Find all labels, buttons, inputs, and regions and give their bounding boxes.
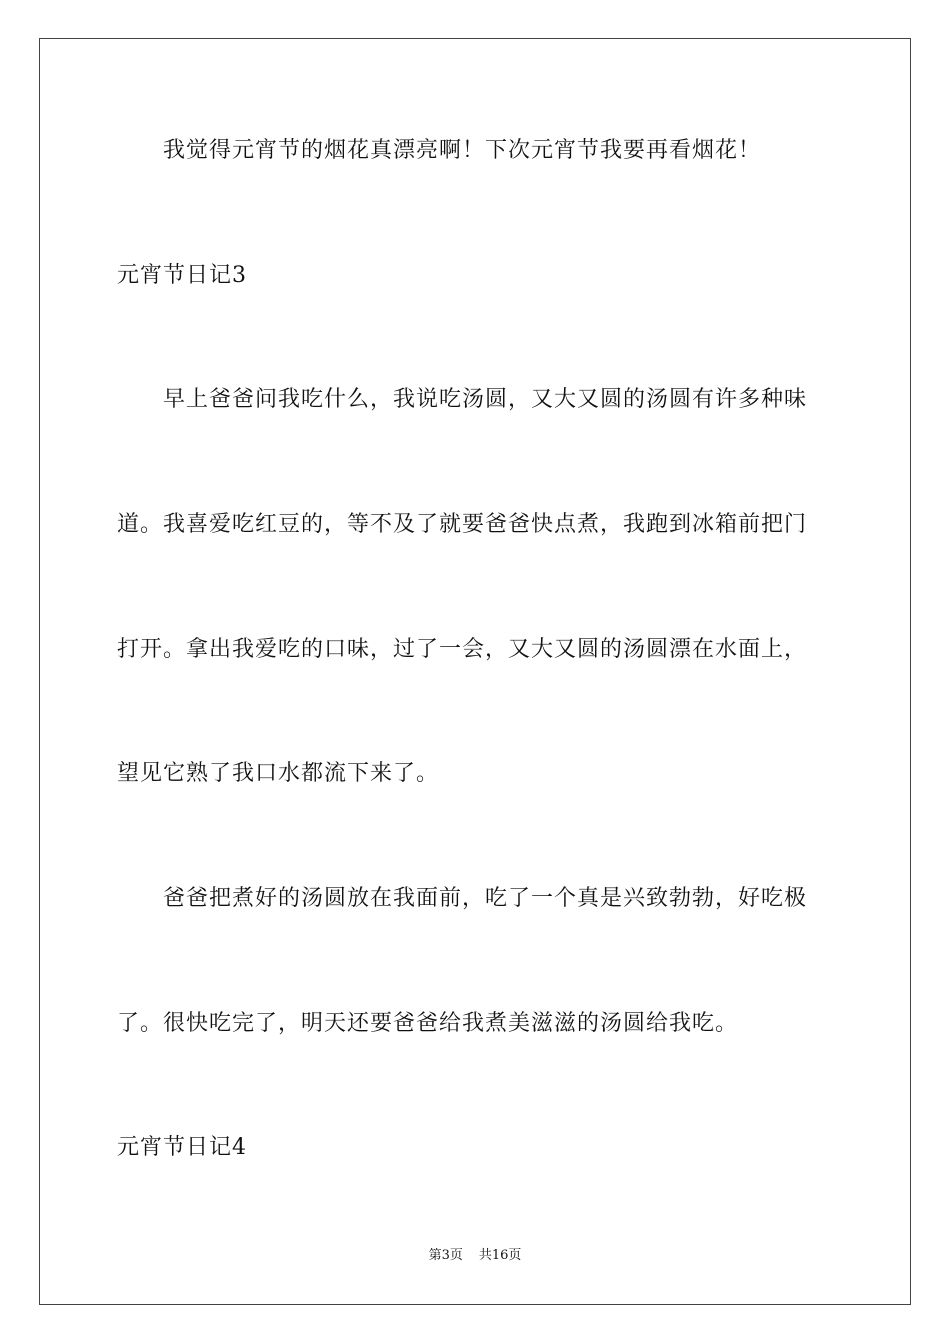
paragraph-line: 打开。拿出我爱吃的口味，过了一会，又大又圆的汤圆漂在水面上，	[117, 637, 808, 662]
page-total: 共16页	[478, 1248, 522, 1263]
paragraph-line: 了。很快吃完了，明天还要爸爸给我煮美滋滋的汤圆给我吃。	[117, 1011, 739, 1036]
paragraph-line: 道。我喜爱吃红豆的，等不及了就要爸爸快点煮，我跑到冰箱前把门	[117, 512, 808, 537]
paragraph-line: 我觉得元宵节的烟花真漂亮啊！下次元宵节我要再看烟花！	[163, 138, 762, 163]
page-footer	[0, 1247, 950, 1265]
paragraph-line: 早上爸爸问我吃什么，我说吃汤圆，又大又圆的汤圆有许多种味	[163, 387, 808, 412]
paragraph-line: 爸爸把煮好的汤圆放在我面前，吃了一个真是兴致勃勃，好吃极	[163, 886, 808, 911]
section-heading: 元宵节日记3	[117, 263, 247, 288]
page-border	[39, 38, 911, 1305]
paragraph-line: 望见它熟了我口水都流下来了。	[117, 761, 440, 786]
page-number: 第3页	[428, 1248, 463, 1263]
section-heading: 元宵节日记4	[117, 1135, 247, 1160]
